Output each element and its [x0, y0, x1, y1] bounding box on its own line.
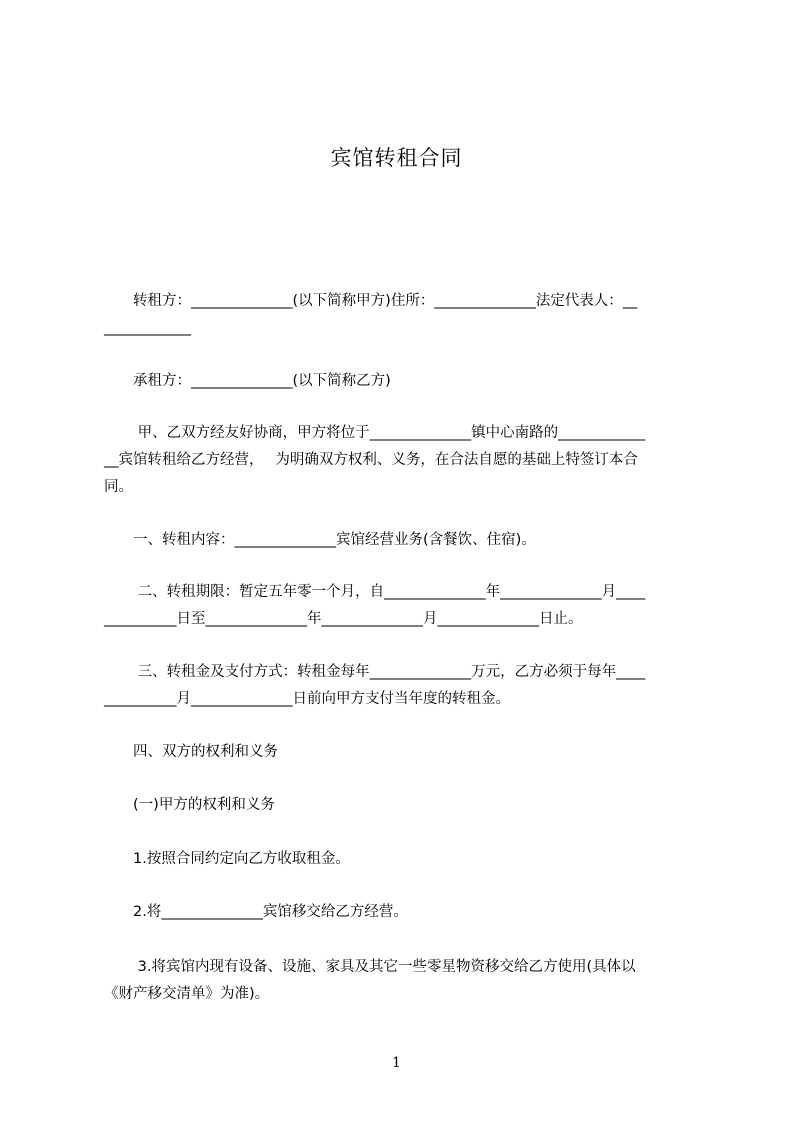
- text-line: 承租方：______________(以下简称乙方): [104, 373, 391, 389]
- text-line: 同。: [104, 479, 133, 495]
- paragraph-section-3: [104, 659, 701, 713]
- text-line: (一)甲方的权利和义务: [104, 797, 275, 813]
- paragraph-transferor: [104, 288, 701, 342]
- paragraph-section-2: [104, 579, 701, 633]
- text-line: 2.将______________宾馆移交给乙方经营。: [104, 904, 408, 920]
- text-line: ____________: [104, 320, 191, 336]
- paragraph-section-1: [104, 527, 701, 554]
- paragraph-intro: [104, 420, 701, 501]
- text-line: 转租方：______________(以下简称甲方)住所：______________法定代表人：__: [104, 293, 638, 309]
- page-number: 1: [392, 1055, 401, 1071]
- paragraph-item-3: [104, 954, 701, 1008]
- text-line: 1.按照合同约定向乙方收取租金。: [104, 851, 350, 867]
- text-line: 《财产移交清单》为准)。: [104, 986, 270, 1002]
- text-line: __宾馆转租给乙方经营， 为明确双方权利、义务，在合法自愿的基础上特签订本合: [104, 452, 638, 468]
- paragraph-item-1: [104, 846, 701, 873]
- document-title: 宾馆转租合同: [330, 146, 463, 170]
- paragraph-section-4: [104, 739, 701, 766]
- paragraph-item-2: [104, 899, 701, 926]
- text-line: 四、双方的权利和义务: [104, 744, 278, 760]
- text-line: 二、转租期限：暂定五年零一个月，自______________年______________月____: [104, 584, 646, 600]
- paragraph-lessee: [104, 368, 701, 395]
- text-line: 一、转租内容：______________宾馆经营业务(含餐饮、住宿)。: [104, 532, 536, 548]
- text-line: __________月______________日前向甲方支付当年度的转租金。: [104, 691, 510, 707]
- text-line: 三、转租金及支付方式：转租金每年______________万元，乙方必须于每年____: [104, 664, 646, 680]
- text-line: __________日至______________年______________月______________日止。: [104, 611, 583, 627]
- paragraph-subsection-a: [104, 792, 701, 819]
- text-line: 3.将宾馆内现有设备、设施、家具及其它一些零星物资移交给乙方使用(具体以: [104, 959, 636, 975]
- text-line: 甲、乙双方经友好协商，甲方将位于______________镇中心南路的____________: [104, 425, 646, 441]
